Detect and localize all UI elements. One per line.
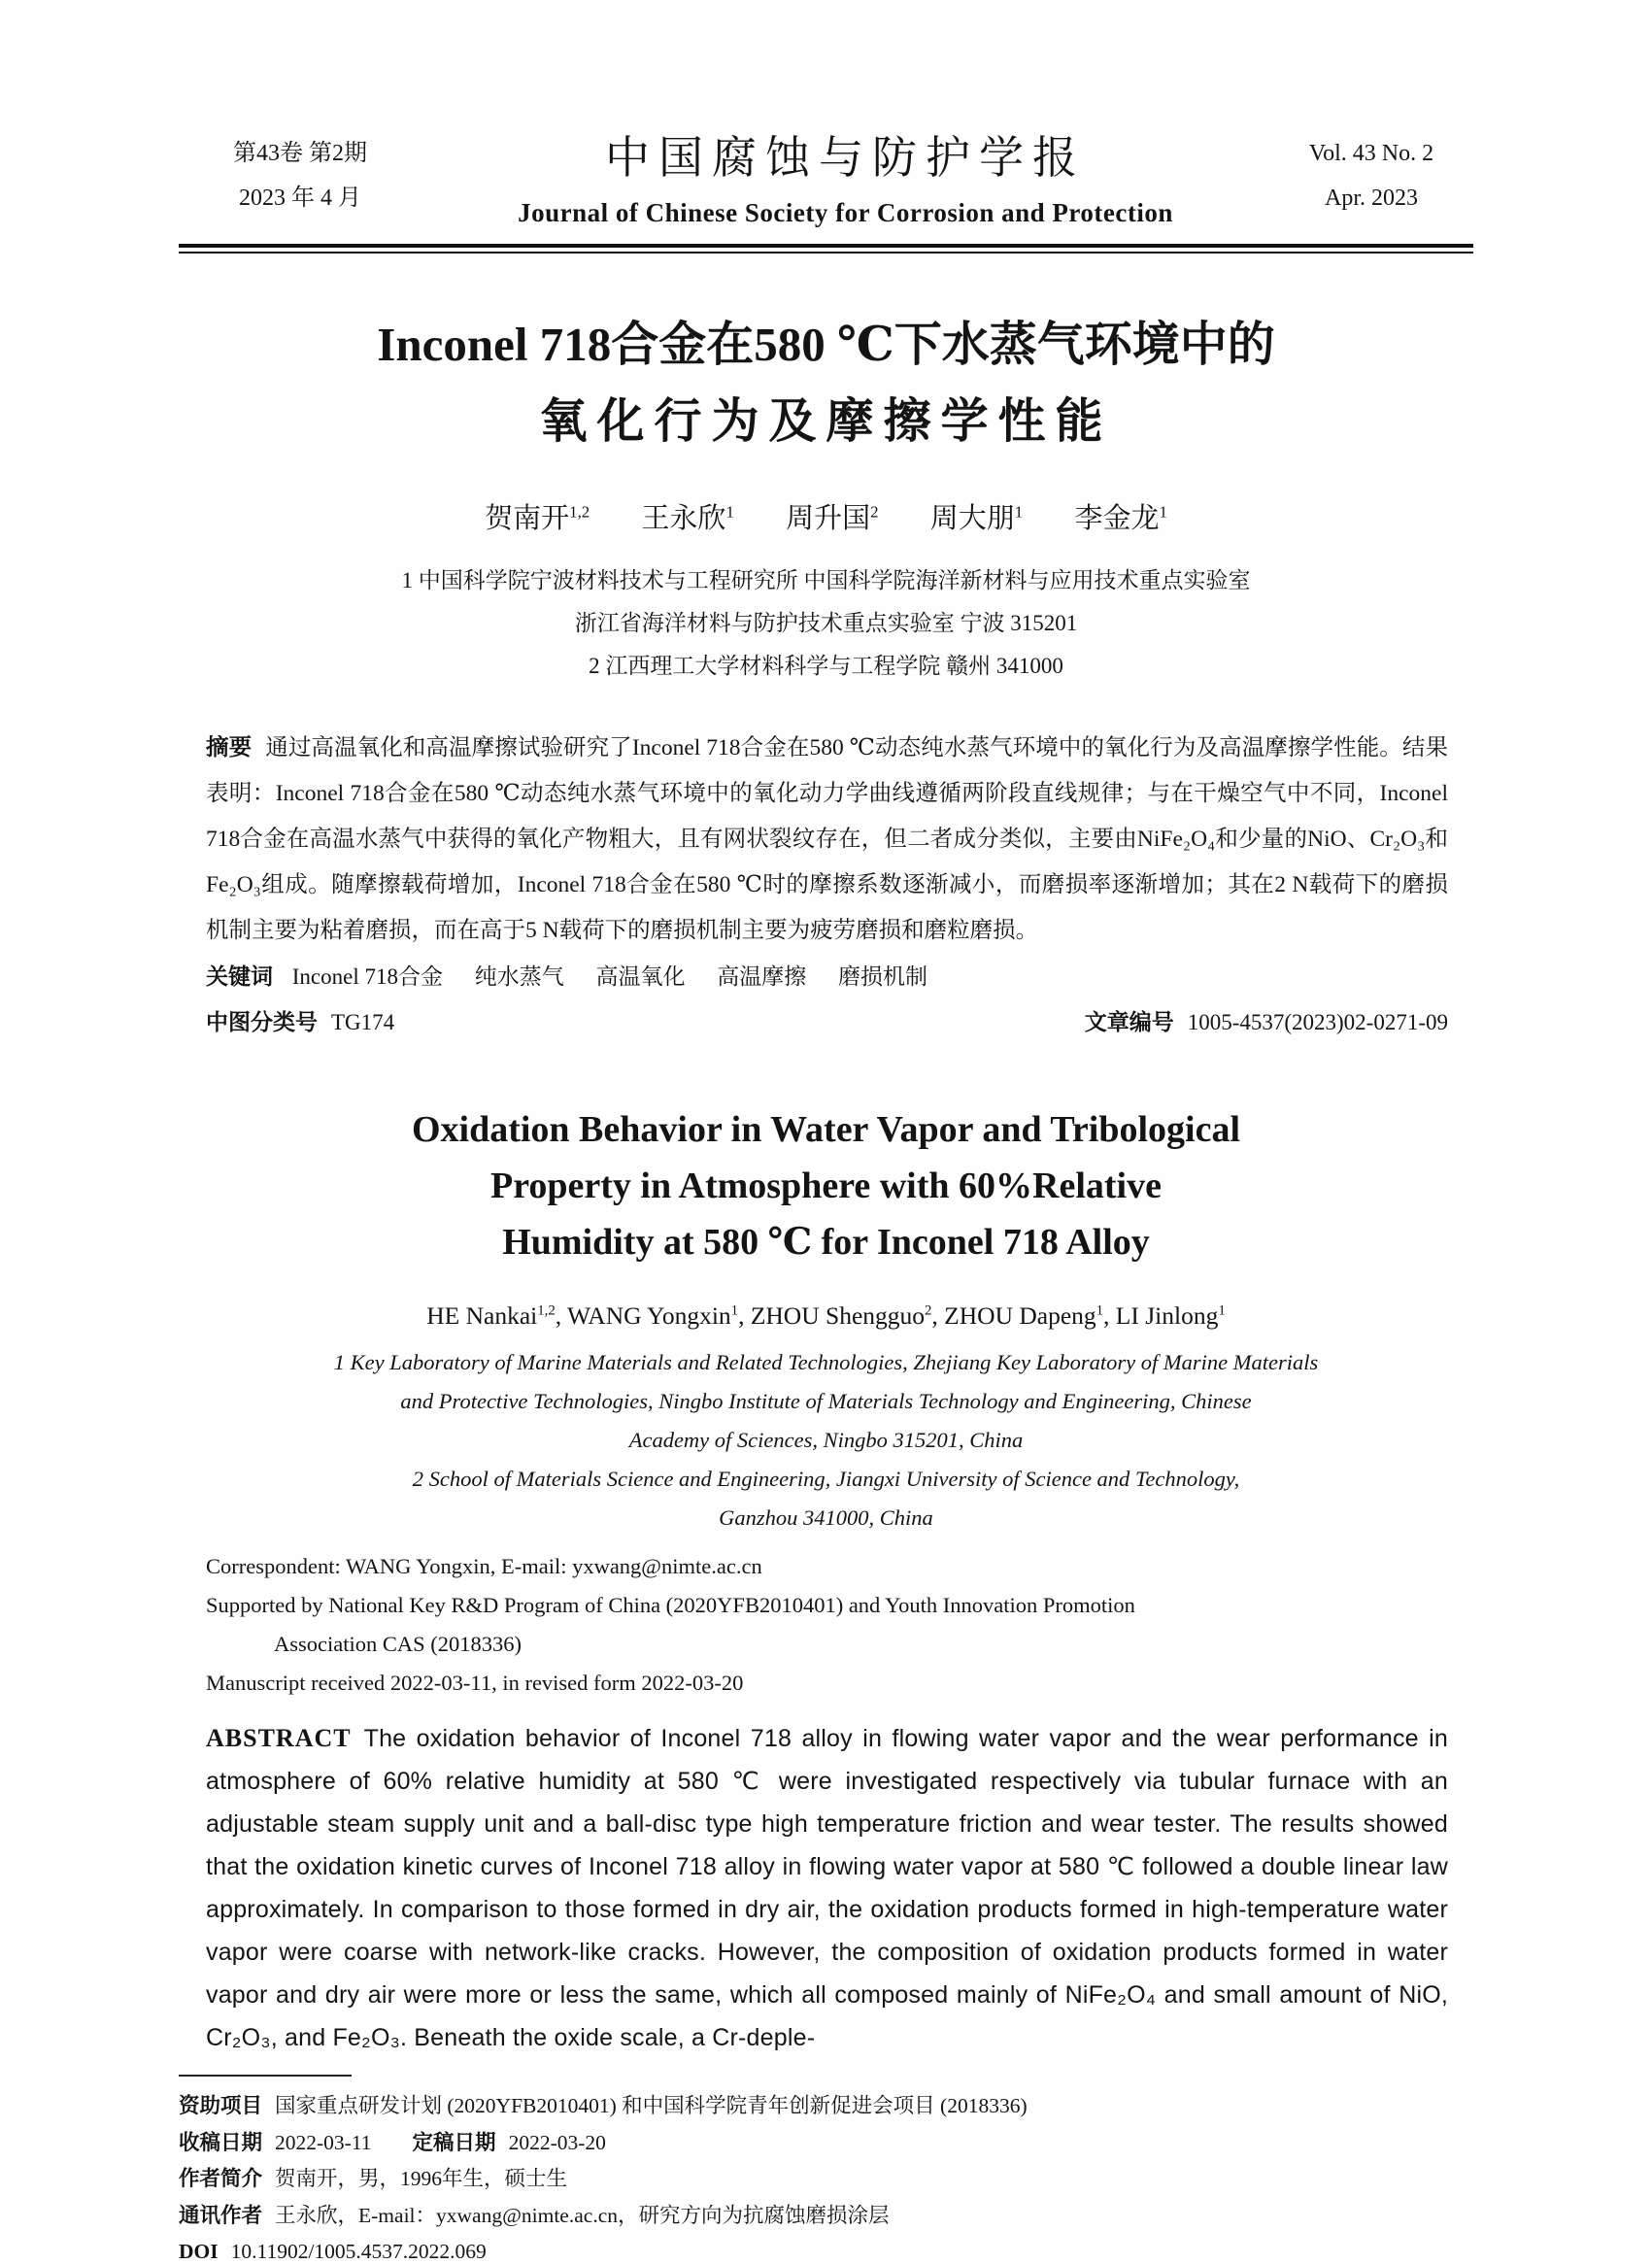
manuscript-line: Manuscript received 2022-03-11, in revised form 2022-03-20 [206, 1671, 744, 1695]
page-content [179, 0, 1473, 2264]
clc [206, 999, 394, 1045]
abstract-en-label: ABSTRACT [206, 1724, 352, 1752]
author-cn: 贺南开$^{1,2}$ [485, 502, 590, 534]
abstract-en [206, 1717, 1448, 2059]
author-cn: 周大朋$^1$ [929, 502, 1024, 534]
date-cn: 2023 年 4 月 [239, 185, 361, 211]
affiliation-cn-line: 1 中国科学院宁波材料技术与工程研究所 中国科学院海洋新材料与应用技术重点实验室 [401, 568, 1251, 592]
abstract-cn-text: 通过高温氧化和高温摩擦试验研究了Inconel 718合金在580 ℃动态纯水蒸气环境中的氧化行为及高温摩擦学性能。结果表明：Inconel 718合金在580 ℃动态纯水蒸气环境中的氧化动力学曲线遵循两阶段直线规律；与在干燥空气中不同，Inconel 718合金在高温水蒸气中获得的氧化产物粗大，且有网状裂纹存在，但二者成分类似，主要由NiFe₂O₄和少量的NiO、Cr₂O₃和Fe₂O₃组成。随摩擦载荷增加，Inconel 718合金在580 ℃时的摩擦系数逐渐减小，而磨损率逐渐增加；其在2 N载荷下的磨损机制主要为粘着磨损，而在高于5 N载荷下的磨损机制主要为疲劳磨损和磨粒磨损。 [206, 735, 1449, 943]
author-affil-sup: 1,2 [537, 1302, 556, 1319]
footnote-divider [179, 2075, 352, 2077]
article-title-en-line1: Oxidation Behavior in Water Vapor and Tribological [411, 1109, 1241, 1150]
affiliation-en-line: and Protective Technologies, Ningbo Institute of Materials Technology and Engineering, Chinese [400, 1389, 1252, 1413]
supported-line-1: Supported by National Key R&D Program of China (2020YFB2010401) and Youth Innovation Promotion [206, 1593, 1135, 1617]
supported-line-2: Association CAS (2018336) [274, 1632, 522, 1656]
article-title-cn [179, 306, 1473, 459]
journal-title-cn: 中国腐蚀与防护学报 [605, 133, 1086, 183]
author-affil-sup: 1,2 [569, 502, 590, 522]
volume-issue-en: Vol. 43 No. 2 [1308, 140, 1434, 166]
funding-text: 国家重点研发计划 (2020YFB2010401) 和中国科学院青年创新促进会项目 (2018336) [275, 2094, 1028, 2117]
keyword: 纯水蒸气 [474, 964, 564, 989]
abstract-cn-label: 摘要 [206, 734, 253, 760]
author-affil-sup: 1 [725, 502, 734, 522]
affiliation-en-line: Academy of Sciences, Ningbo 315201, China [628, 1428, 1024, 1452]
affiliations-cn [179, 559, 1473, 688]
clc-value: TG174 [331, 1010, 395, 1034]
article-title-cn-line2: 氧化行为及摩擦学性能 [539, 394, 1113, 448]
author-cn: 李金龙$^1$ [1074, 502, 1167, 534]
keyword: 高温摩擦 [717, 964, 807, 989]
author-affil-sup: 2 [925, 1302, 932, 1319]
authors-en [179, 1301, 1473, 1331]
corresponding-label: 通讯作者 [179, 2203, 263, 2227]
author-en: LI Jinlong$^1$ [1115, 1301, 1226, 1330]
doi-text: 10.11902/1005.4537.2022.069 [230, 2240, 487, 2263]
author-en: ZHOU Shengguo$^2$, [750, 1301, 945, 1330]
correspondent-line: Correspondent: WANG Yongxin, E-mail: yxwang@nimte.ac.cn [206, 1554, 762, 1578]
bio-line [179, 2161, 1473, 2198]
date-en: Apr. 2023 [1325, 185, 1418, 211]
author-affil-sup: 1 [730, 1302, 739, 1319]
dates-line [179, 2125, 1473, 2162]
author-affil-sup: 2 [870, 502, 879, 522]
keyword: 高温氧化 [595, 964, 686, 989]
author-affil-sup: 1 [1159, 502, 1167, 522]
article-title-en [179, 1101, 1473, 1270]
doi-label: DOI [179, 2240, 219, 2263]
article-id-label: 文章编号 [1084, 1009, 1174, 1034]
page-footer [179, 2088, 1473, 2264]
header-center [421, 122, 1269, 228]
author-en: ZHOU Dapeng$^1$, [944, 1301, 1116, 1330]
header-left [179, 131, 421, 220]
affiliation-en-line: 2 School of Materials Science and Engineering, Jiangxi University of Science and Technology, [412, 1467, 1240, 1491]
received-label: 收稿日期 [179, 2130, 263, 2154]
affiliation-en-line: 1 Key Laboratory of Marine Materials and Related Technologies, Zhejiang Key Laboratory of Marine Materials [333, 1350, 1319, 1374]
corresponding-line [179, 2198, 1473, 2235]
keywords-label: 关键词 [206, 963, 273, 989]
article-title-en-line3: Humidity at 580 ℃ for Inconel 718 Alloy [502, 1222, 1150, 1263]
author-cn: 王永欣$^1$ [641, 502, 734, 534]
abstract-cn [206, 725, 1448, 954]
received-date: 2022-03-11 [275, 2130, 372, 2154]
article-id [1085, 999, 1448, 1045]
author-affil-sup: 1 [1014, 502, 1024, 522]
article-id-value: 1005-4537(2023)02-0271-09 [1187, 1010, 1448, 1034]
journal-header [179, 122, 1473, 228]
affiliation-cn-line: 浙江省海洋材料与防护技术重点实验室 宁波 315201 [574, 611, 1078, 635]
author-affil-sup: 1 [1218, 1302, 1226, 1319]
keyword: 磨损机制 [837, 964, 927, 989]
affiliations-en [179, 1343, 1473, 1537]
volume-issue-cn: 第43卷 第2期 [233, 140, 367, 166]
affiliation-en-line: Ganzhou 341000, China [719, 1505, 933, 1530]
classification-row [206, 999, 1448, 1045]
author-affil-sup: 1 [1096, 1302, 1104, 1319]
abstract-en-text: The oxidation behavior of Inconel 718 alloy in flowing water vapor and the wear performance in atmosphere of 60% relative humidity at 580 ℃ were investigated respectively via tubular furnace with an adjustable steam supply unit and a ball-disc type high temperature friction and wear tester. The results showed that the oxidation kinetic curves of Inconel 718 alloy in flowing water vapor at 580 ℃ followed a double linear law approximately. In comparison to those formed in dry air, the oxidation products formed in high-temperature water vapor were coarse with network-like cracks. However, the composition of oxidation products formed in water vapor and dry air were more or less the same, which all composed mainly of NiFe₂O₄ and small amount of NiO, Cr₂O₃, and Fe₂O₃. Beneath the oxide scale, a Cr-deple- [206, 1725, 1448, 2051]
revised-label: 定稿日期 [412, 2130, 496, 2154]
revised-date: 2022-03-20 [508, 2130, 606, 2154]
front-matter [206, 1547, 1448, 1703]
article-title-cn-line1: Inconel 718合金在580 ℃下水蒸气环境中的 [377, 318, 1275, 371]
authors-cn [179, 496, 1473, 536]
keywords-row [206, 954, 1448, 999]
funding-label: 资助项目 [179, 2094, 263, 2117]
author-cn: 周升国$^2$ [786, 502, 879, 534]
keyword: Inconel 718合金 [291, 964, 443, 989]
author-en: WANG Yongxin$^1$, [567, 1301, 751, 1330]
clc-label: 中图分类号 [206, 1009, 318, 1034]
funding-line [179, 2088, 1473, 2125]
article-title-en-line2: Property in Atmosphere with 60%Relative [490, 1166, 1162, 1206]
bio-label: 作者简介 [179, 2167, 263, 2190]
bio-text: 贺南开，男，1996年生，硕士生 [275, 2167, 568, 2190]
corresponding-text: 王永欣，E-mail：yxwang@nimte.ac.cn，研究方向为抗腐蚀磨损涂层 [275, 2203, 890, 2227]
affiliation-cn-line: 2 江西理工大学材料科学与工程学院 赣州 341000 [589, 654, 1063, 678]
journal-title-en: Journal of Chinese Society for Corrosion and Protection [518, 198, 1173, 227]
doi-line [179, 2234, 1473, 2264]
header-divider [179, 244, 1473, 253]
author-en: HE Nankai$^{1,2}$, [426, 1301, 568, 1330]
header-right [1269, 131, 1473, 220]
